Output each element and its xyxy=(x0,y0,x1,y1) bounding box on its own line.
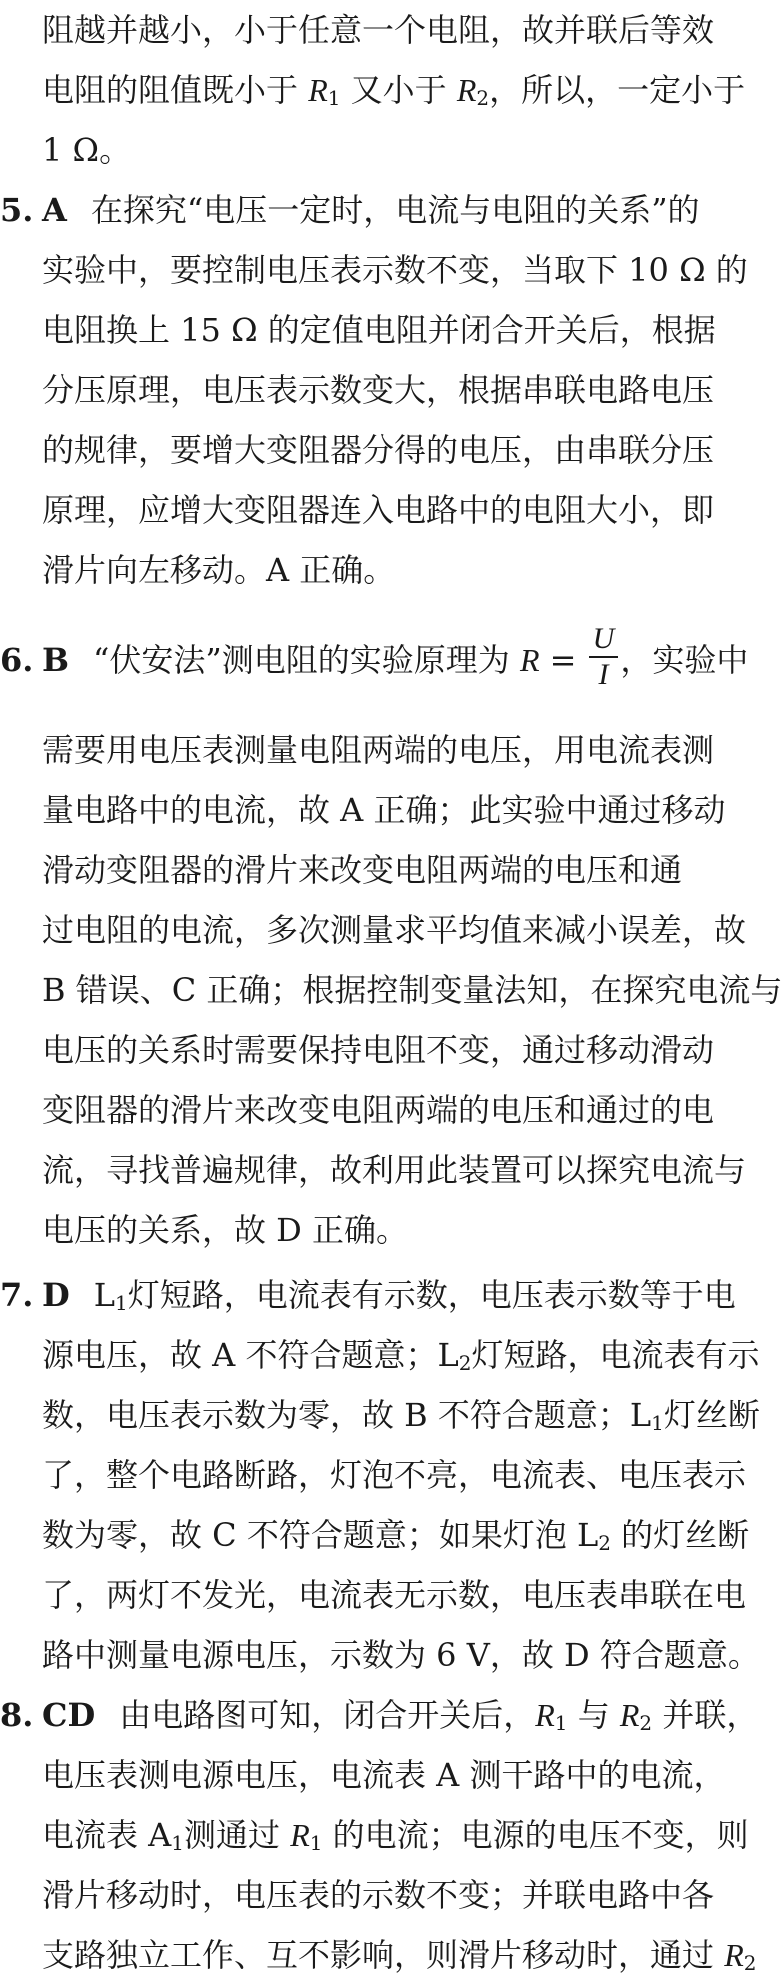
item-5-line-1 xyxy=(0,180,700,240)
equals-sign: = xyxy=(539,641,587,679)
text-span: 了，整个电路断路，灯泡不亮，电流表、电压表示 xyxy=(42,1456,747,1494)
text-line xyxy=(0,840,690,900)
text-line xyxy=(0,1080,715,1140)
text-span: 电流表 A xyxy=(42,1816,172,1854)
text-span: 电阻换上 15 Ω 的定值电阻并闭合开关后，根据 xyxy=(42,311,716,349)
text-line xyxy=(0,60,746,120)
item-number: 8. xyxy=(0,1696,34,1734)
text-span: L xyxy=(93,1276,115,1314)
item-answer: A xyxy=(42,191,67,229)
text-span: 电压的关系时需要保持电阻不变，通过移动滑动 xyxy=(42,1031,715,1069)
text-line xyxy=(0,1140,747,1200)
text-line xyxy=(0,720,715,780)
text-line xyxy=(0,1445,747,1505)
text-span: 的规律，要增大变阻器分得的电压，由串联分压 xyxy=(42,431,715,469)
subscript: 1 xyxy=(327,86,341,110)
text-span: 路中测量电源电压，示数为 6 V，故 D 符合题意。 xyxy=(42,1636,760,1674)
text-span: 电压的关系，故 D 正确。 xyxy=(42,1211,409,1249)
variable-R: R xyxy=(308,72,328,108)
text-span: 由电路图可知，闭合开关后， xyxy=(119,1696,536,1734)
subscript: 1 xyxy=(309,1831,323,1855)
text-span: 变阻器的滑片来改变电阻两端的电压和通过的电 xyxy=(42,1091,715,1129)
text-line xyxy=(0,1565,747,1625)
item-7-line-1 xyxy=(0,1265,736,1325)
text-line xyxy=(0,1865,715,1925)
text-span: 阻越并越小，小于任意一个电阻，故并联后等效 xyxy=(42,11,715,49)
text-span: 滑片移动时，电压表的示数不变；并联电路中各 xyxy=(42,1876,715,1914)
text-span: 实验中，要控制电压表示数不变，当取下 10 Ω 的 xyxy=(42,251,748,289)
text-span: 了，两灯不发光，电流表无示数，电压表串联在电 xyxy=(42,1576,747,1614)
fraction-U-over-I xyxy=(589,621,619,691)
variable-R: R xyxy=(535,1697,555,1733)
text-span: 分压原理，电压表示数变大，根据串联电路电压 xyxy=(42,371,715,409)
text-span: “伏安法”测电阻的实验原理为 xyxy=(93,641,520,679)
text-span: 数，电压表示数为零，故 B 不符合题意；L xyxy=(42,1396,652,1434)
item-number: 5. xyxy=(0,191,34,229)
text-span: 数为零，故 C 不符合题意；如果灯泡 L xyxy=(42,1516,599,1554)
subscript: 2 xyxy=(458,1351,472,1375)
text-span: ，实验中 xyxy=(620,641,749,679)
text-span: 灯短路，电流表有示 xyxy=(471,1336,760,1374)
text-span: 滑动变阻器的滑片来改变电阻两端的电压和通 xyxy=(42,851,683,889)
subscript: 2 xyxy=(476,86,490,110)
text-span: 测通过 xyxy=(184,1816,291,1854)
text-line xyxy=(0,0,715,60)
text-span: 又小于 xyxy=(340,71,457,109)
text-span: 电压表测电源电压，电流表 A 测干路中的电流， xyxy=(42,1756,726,1794)
item-answer: B xyxy=(42,641,70,679)
text-span: 灯丝断 xyxy=(663,1396,760,1434)
text-span: 需要用电压表测量电阻两端的电压，用电流表测 xyxy=(42,731,715,769)
item-answer: D xyxy=(42,1276,70,1314)
item-6-line-1 xyxy=(0,610,749,710)
variable-R: R xyxy=(290,1817,310,1853)
subscript: 1 xyxy=(554,1711,568,1735)
text-line xyxy=(0,1745,726,1805)
text-span: 在探究“电压一定时，电流与电阻的关系”的 xyxy=(90,191,700,229)
variable-R: R xyxy=(619,1697,640,1733)
subscript: 1 xyxy=(651,1411,664,1435)
text-span: 过电阻的电流，多次测量求平均值来减小误差，故 xyxy=(42,911,747,949)
fraction-numerator: U xyxy=(589,624,619,658)
text-span: 滑片向左移动。A 正确。 xyxy=(42,551,396,589)
text-span: B 错误、C 正确；根据控制变量法知，在探究电流与 xyxy=(42,971,782,1009)
text-span: 电阻的阻值既小于 xyxy=(42,71,309,109)
text-line xyxy=(0,1020,715,1080)
subscript: 1 xyxy=(171,1831,185,1855)
text-line xyxy=(0,1505,750,1565)
text-line xyxy=(0,420,715,480)
text-line xyxy=(0,120,690,180)
variable-R: R xyxy=(456,72,477,108)
subscript: 2 xyxy=(598,1531,611,1555)
text-line xyxy=(0,1200,690,1260)
text-span: ，所以，一定小于 xyxy=(489,71,746,109)
text-span: 的电流；电源的电压不变，则 xyxy=(322,1816,749,1854)
text-span: 1 Ω。 xyxy=(42,131,132,169)
text-line xyxy=(0,480,715,540)
text-line xyxy=(0,780,726,840)
text-line xyxy=(0,540,690,600)
text-span: 源电压，故 A 不符合题意；L xyxy=(42,1336,459,1374)
text-span: 与 xyxy=(567,1696,620,1734)
subscript: 1 xyxy=(115,1291,128,1315)
text-line xyxy=(0,1625,760,1685)
text-line xyxy=(0,1325,760,1385)
variable-R: R xyxy=(724,1937,744,1973)
item-answer: CD xyxy=(42,1696,96,1734)
text-line-clipped xyxy=(0,1925,757,1975)
text-span: 灯短路，电流表有示数，电压表示数等于电 xyxy=(127,1276,736,1314)
text-line xyxy=(0,240,748,300)
text-line xyxy=(0,1385,760,1445)
subscript: 2 xyxy=(743,1951,757,1975)
text-span: 的灯丝断 xyxy=(611,1516,750,1554)
text-span: 量电路中的电流，故 A 正确；此实验中通过移动 xyxy=(42,791,726,829)
text-span: 流，寻找普遍规律，故利用此装置可以探究电流与 xyxy=(42,1151,747,1189)
subscript: 2 xyxy=(639,1711,653,1735)
text-line xyxy=(0,360,715,420)
item-8-line-1 xyxy=(0,1685,759,1745)
fraction-denominator: I xyxy=(598,657,609,691)
text-line xyxy=(0,960,782,1020)
text-span: 原理，应增大变阻器连入电路中的电阻大小，即 xyxy=(42,491,715,529)
text-span: 并联， xyxy=(652,1696,759,1734)
item-number: 7. xyxy=(0,1276,34,1314)
text-line xyxy=(0,300,716,360)
text-line xyxy=(0,1805,749,1865)
text-line xyxy=(0,900,747,960)
text-span: 支路独立工作、互不影响，则滑片移动时，通过 xyxy=(42,1936,725,1974)
variable-R: R xyxy=(519,642,540,678)
item-number: 6. xyxy=(0,641,34,679)
